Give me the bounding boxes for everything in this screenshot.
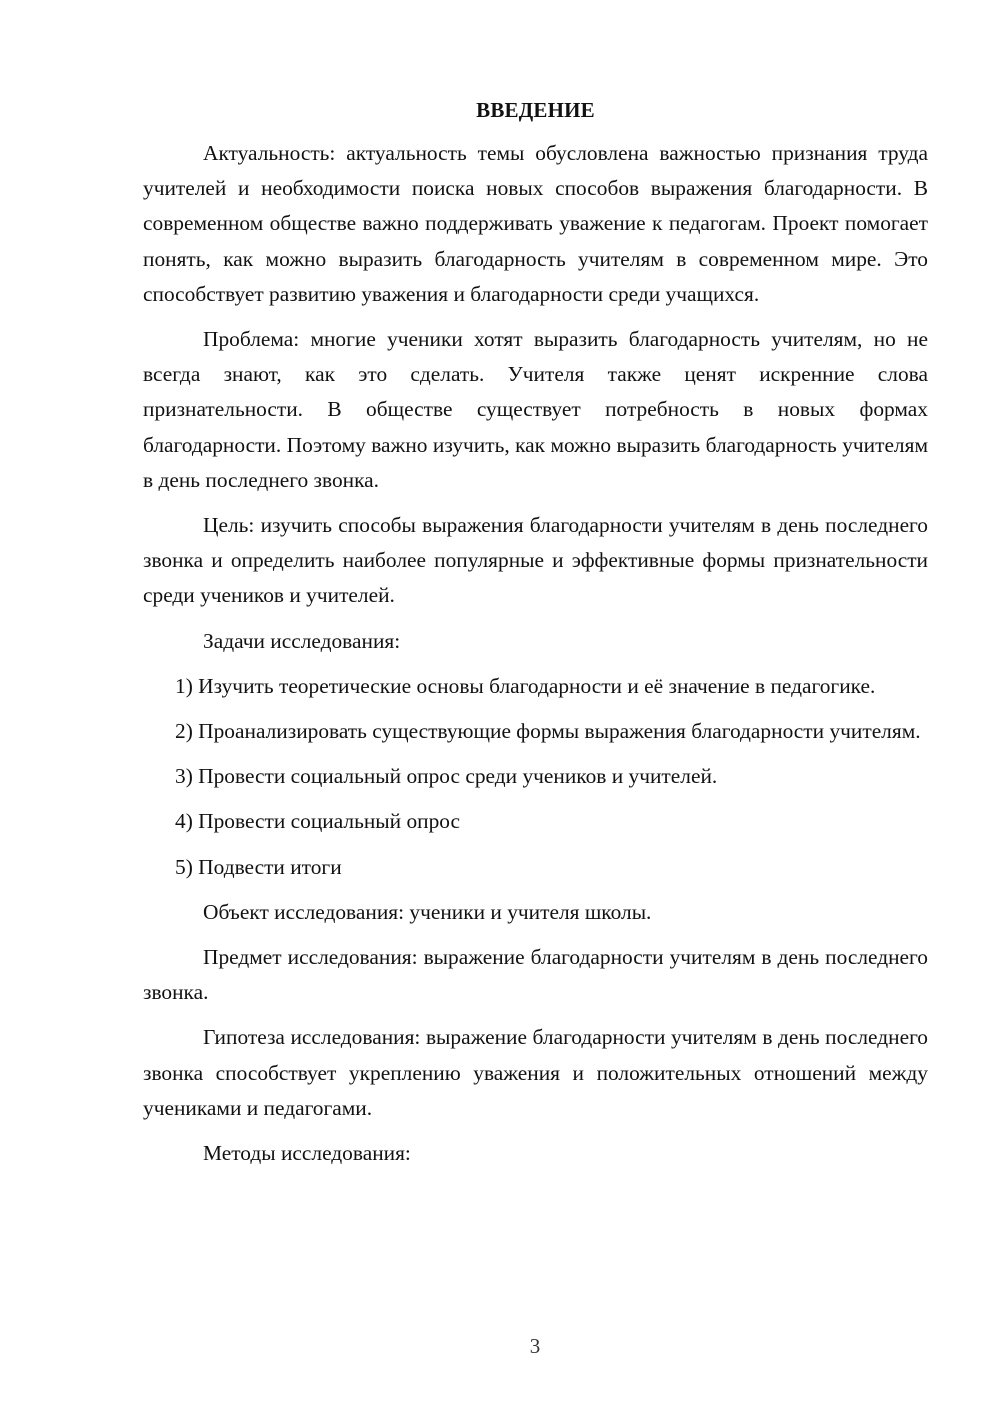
paragraph-methods: Методы исследования: [203, 1141, 411, 1166]
paragraph-subject: Предмет исследования: выражение благодарности учителям в день последнего звонка. [143, 945, 928, 1005]
paragraph-hypothesis: Гипотеза исследования: выражение благодарности учителям в день последнего звонка способствует укреплению уважения и положительных отношений между учениками и педагогами. [143, 1025, 928, 1120]
paragraph-relevance: Актуальность: актуальность темы обусловлена важностью признания труда учителей и необходимости поиска новых способов выражения благодарности. В современном обществе важно поддерживать уважение к педагогам. Проект помогает понять, как можно выразить благодарность учителям в современном мире. Это способствует развитию уважения и благодарности среди учащихся. [143, 141, 928, 306]
task-item-4: 4) Провести социальный опрос [175, 809, 461, 834]
paragraph-goal: Цель: изучить способы выражения благодарности учителям в день последнего звонка и определить наиболее популярные и эффективные формы признательности среди учеников и учителей. [143, 513, 928, 608]
paragraph-problem: Проблема: многие ученики хотят выразить благодарность учителям, но не всегда знают, как это сделать. Учителя также ценят искренние слова признательности. В обществе существует потребность в новых формах благодарности. Поэтому важно изучить, как можно выразить благодарность учителям в день последнего звонка. [143, 327, 928, 492]
task-item-3: 3) Провести социальный опрос среди учеников и учителей. [175, 764, 718, 789]
document-page [143, 92, 928, 1181]
paragraph-object: Объект исследования: ученики и учителя школы. [203, 899, 652, 924]
page-title: ВВЕДЕНИЕ [476, 98, 595, 122]
task-item-2: 2) Проанализировать существующие формы выражения благодарности учителям. [175, 719, 921, 744]
task-item-1: 1) Изучить теоретические основы благодарности и её значение в педагогике. [175, 673, 876, 698]
task-item-5: 5) Подвести итоги [175, 854, 342, 879]
tasks-heading: Задачи исследования: [203, 628, 401, 653]
page-number: 3 [529, 1334, 541, 1358]
